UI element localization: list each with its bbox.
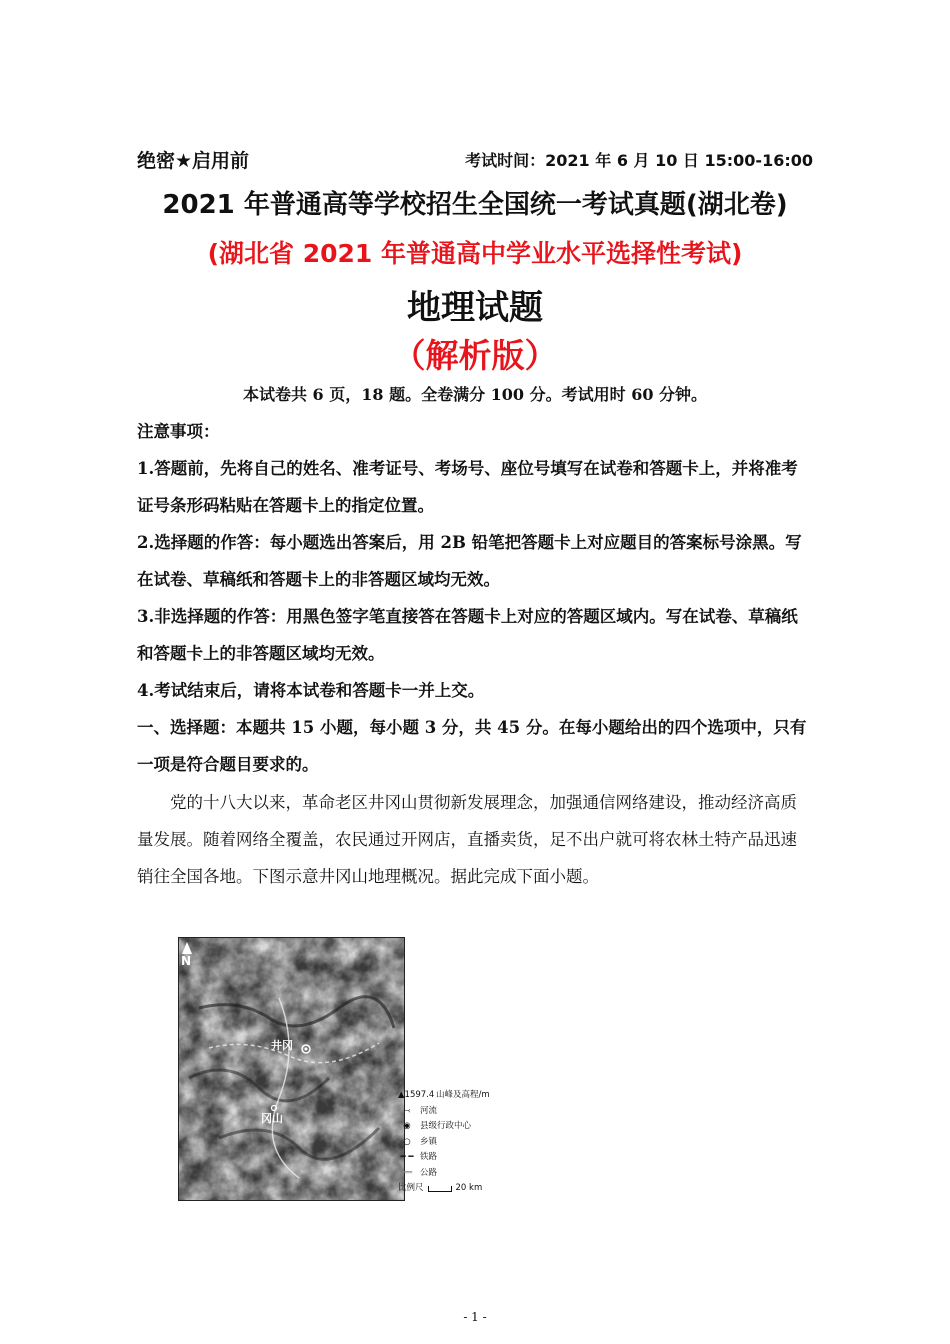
- legend-row: [398, 1166, 490, 1182]
- legend-row: [398, 1135, 490, 1151]
- county-center-icon: ◉: [403, 1121, 411, 1131]
- note-item-1: 1.答题前，先将自己的姓名、准考证号、考场号、座位号填写在试卷和答题卡上，并将准考证号条形码粘贴在答题卡上的指定位置。: [137, 459, 798, 515]
- scale-bar-icon: [428, 1186, 452, 1192]
- north-arrow-icon: [182, 942, 192, 954]
- place-label-gangshan: 冈山: [261, 1112, 283, 1125]
- note-item-3: 3.非选择题的作答：用黑色签字笔直接答在答题卡上对应的答题区域内。写在试卷、草稿纸和答题卡上的非答题区域均无效。: [137, 607, 798, 663]
- peak-icon: ▲1597.4: [398, 1090, 435, 1100]
- legend-label: 公路: [420, 1167, 438, 1178]
- road-icon: ══: [401, 1167, 413, 1178]
- exam-info: 本试卷共 6 页，18 题。全卷满分 100 分。考试用时 60 分钟。: [242, 385, 708, 404]
- page-number: - 1 -: [463, 1310, 487, 1324]
- section-heading: 一、选择题：本题共 15 小题，每小题 3 分，共 45 分。在每小题给出的四个选项中，只有一项是符合题目要求的。: [137, 718, 807, 774]
- railway-icon: ━ ━: [400, 1152, 414, 1162]
- notes-heading: 注意事项：: [137, 422, 220, 441]
- note-item-4: 4.考试结束后，请将本试卷和答题卡一并上交。: [137, 681, 485, 700]
- legend-label: 河流: [420, 1105, 438, 1116]
- legend-row: [398, 1150, 490, 1166]
- north-arrow: [181, 942, 192, 968]
- north-label: N: [181, 954, 192, 968]
- map-legend: [398, 1088, 490, 1197]
- river-icon: ⤙: [403, 1105, 411, 1116]
- terrain-map: [178, 937, 405, 1201]
- scale-value: 20 km: [455, 1183, 483, 1193]
- edition-title: （解析版）: [392, 336, 558, 375]
- secret-label: 绝密★启用前: [137, 150, 250, 172]
- scale-bar: [398, 1181, 490, 1197]
- passage-text: 党的十八大以来，革命老区井冈山贯彻新发展理念，加强通信网络建设，推动经济高质量发展。随着网络全覆盖，农民通过开网店，直播卖货，足不出户就可将农林土特产品迅速销往全国各地。下图示意井冈山地理概况。据此完成下面小题。: [137, 793, 797, 886]
- main-title: 2021 年普通高等学校招生全国统一考试真题(湖北卷): [162, 190, 788, 220]
- note-item-2: 2.选择题的作答：每小题选出答案后，用 2B 铅笔把答题卡上对应题目的答案标号涂黑。写在试卷、草稿纸和答题卡上的非答题区域均无效。: [137, 533, 802, 589]
- legend-row: [398, 1088, 490, 1104]
- scale-label: 比例尺: [398, 1183, 424, 1193]
- terrain-relief: [179, 938, 404, 1200]
- legend-label: 县级行政中心: [420, 1121, 472, 1131]
- legend-row: [398, 1104, 490, 1120]
- legend-label: 乡镇: [420, 1136, 438, 1147]
- town-icon: ○: [403, 1136, 411, 1147]
- legend-label: 山峰及高程/m: [436, 1090, 490, 1100]
- place-label-jinggang: 井冈: [271, 1039, 293, 1052]
- sub-title-red: (湖北省 2021 年普通高中学业水平选择性考试): [207, 239, 743, 268]
- subject-title: 地理试题: [407, 288, 543, 328]
- exam-time: 考试时间：2021 年 6 月 10 日 15:00-16:00: [465, 151, 813, 170]
- legend-row: [398, 1119, 490, 1135]
- legend-label: 铁路: [420, 1152, 438, 1162]
